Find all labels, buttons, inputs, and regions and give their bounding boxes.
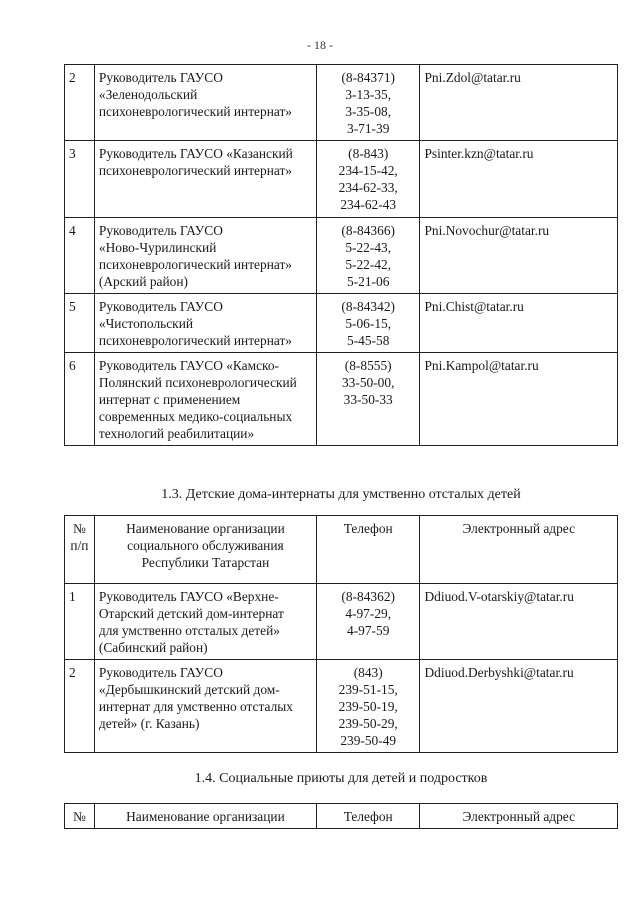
org-name: Руководитель ГАУСО «Ново-Чурилинский психоневрологический интернат» (Арский район) bbox=[94, 218, 316, 294]
row-number: 6 bbox=[65, 353, 95, 446]
row-number: 3 bbox=[65, 141, 95, 218]
table-row bbox=[65, 353, 618, 446]
phone: (8-84366) 5-22-43, 5-22-42, 5-21-06 bbox=[316, 218, 420, 294]
table-social-shelters bbox=[64, 803, 618, 829]
phone: (8-8555) 33-50-00, 33-50-33 bbox=[316, 353, 420, 446]
org-name: Руководитель ГАУСО «Казанский психоневрологический интернат» bbox=[94, 141, 316, 218]
section-title-1-3: 1.3. Детские дома-интернаты для умственно отсталых детей bbox=[161, 487, 521, 502]
email: Ddiuod.V-otarskiy@tatar.ru bbox=[420, 584, 618, 660]
email: Psinter.kzn@tatar.ru bbox=[420, 141, 618, 218]
phone: (8-84342) 5-06-15, 5-45-58 bbox=[316, 294, 420, 353]
section-title-1-4: 1.4. Социальные приюты для детей и подростков bbox=[194, 771, 488, 786]
row-number: 1 bbox=[65, 584, 95, 660]
org-name: Руководитель ГАУСО «Дербышкинский детский дом- интернат для умственно отсталых детей» (г. Казань) bbox=[94, 660, 316, 753]
table-row bbox=[65, 218, 618, 294]
table-row bbox=[65, 584, 618, 660]
table-row bbox=[65, 294, 618, 353]
email: Ddiuod.Derbyshki@tatar.ru bbox=[420, 660, 618, 753]
table-row bbox=[65, 65, 618, 141]
table-row bbox=[65, 141, 618, 218]
org-name: Руководитель ГАУСО «Верхне- Отарский детский дом-интернат для умственно отсталых детей» (Сабинский район) bbox=[94, 584, 316, 660]
phone: (8-84371) 3-13-35, 3-35-08, 3-71-39 bbox=[316, 65, 420, 141]
phone: (843) 239-51-15, 239-50-19, 239-50-29, 239-50-49 bbox=[316, 660, 420, 753]
header-phone: Телефон bbox=[316, 516, 420, 584]
table-header-row bbox=[65, 516, 618, 584]
org-name: Руководитель ГАУСО «Камско- Полянский психоневрологический интернат с применением современных медико-социальных технологий реабилитации» bbox=[94, 353, 316, 446]
header-name: Наименование организации bbox=[94, 804, 316, 829]
header-phone: Телефон bbox=[316, 804, 420, 829]
header-name: Наименование организации социального обслуживания Республики Татарстан bbox=[94, 516, 316, 584]
row-number: 5 bbox=[65, 294, 95, 353]
org-name: Руководитель ГАУСО «Чистопольский психоневрологический интернат» bbox=[94, 294, 316, 353]
page-number: - 18 - bbox=[307, 38, 333, 52]
table-header-row bbox=[65, 804, 618, 829]
row-number: 2 bbox=[65, 660, 95, 753]
header-email: Электронный адрес bbox=[420, 516, 618, 584]
header-email: Электронный адрес bbox=[420, 804, 618, 829]
row-number: 4 bbox=[65, 218, 95, 294]
phone: (8-843) 234-15-42, 234-62-33, 234-62-43 bbox=[316, 141, 420, 218]
email: Pni.Zdol@tatar.ru bbox=[420, 65, 618, 141]
header-num: № bbox=[65, 804, 95, 829]
row-number: 2 bbox=[65, 65, 95, 141]
email: Pni.Kampol@tatar.ru bbox=[420, 353, 618, 446]
email: Pni.Novochur@tatar.ru bbox=[420, 218, 618, 294]
header-num: № п/п bbox=[65, 516, 95, 584]
phone: (8-84362) 4-97-29, 4-97-59 bbox=[316, 584, 420, 660]
org-name: Руководитель ГАУСО «Зеленодольский психоневрологический интернат» bbox=[94, 65, 316, 141]
table-psychoneurological-continued bbox=[64, 64, 618, 446]
table-children-homes bbox=[64, 515, 618, 753]
email: Pni.Chist@tatar.ru bbox=[420, 294, 618, 353]
table-row bbox=[65, 660, 618, 753]
